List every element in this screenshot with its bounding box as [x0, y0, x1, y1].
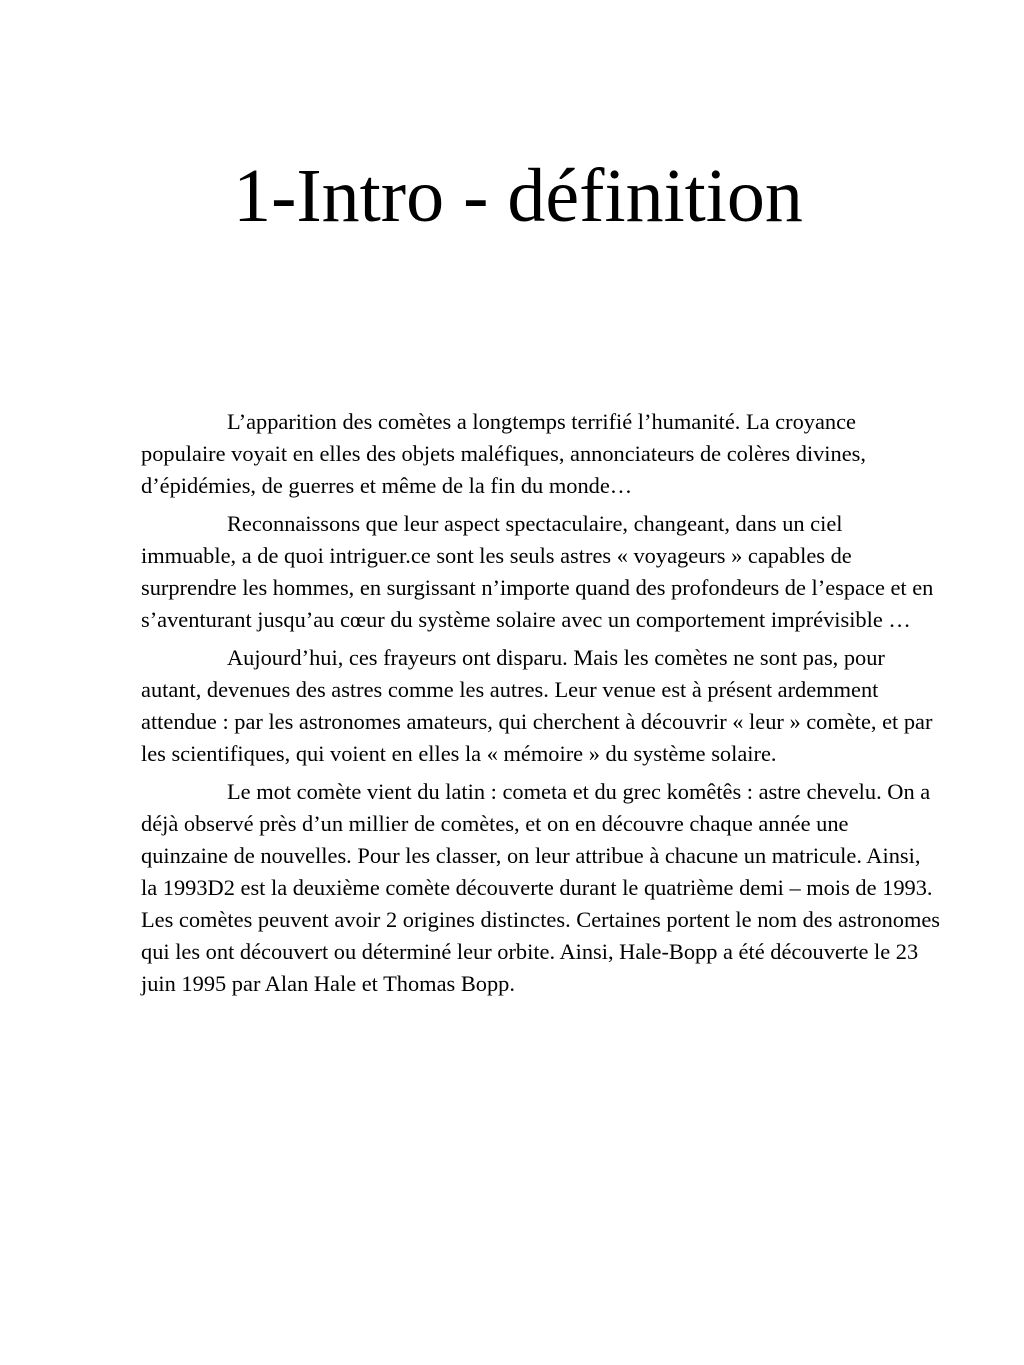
paragraph-apparition: L’apparition des comètes a longtemps terrifié l’humanité. La croyance populaire voyait en elles des objets maléfiques, annonciateurs de colères divines, d’épidémies, de guerres et même de la fin du monde… — [141, 409, 866, 498]
body-text — [141, 406, 941, 1006]
paragraph-mot-comete: Le mot comète vient du latin : cometa et du grec komêtês : astre chevelu. On a déjà observé près d’un millier de comètes, et on en découvre chaque année une quinzaine de nouvelles. Pour les classer, on leur attribue à chacune un matricule. Ainsi, la 1993D2 est la deuxième comète découverte durant le quatrième demi – mois de 1993. Les comètes peuvent avoir 2 origines distinctes. Certaines portent le nom des astronomes qui les ont découvert ou déterminé leur orbite. Ainsi, Hale-Bopp a été découverte le 23 juin 1995 par Alan Hale et Thomas Bopp. — [141, 779, 941, 996]
page-title: 1-Intro - définition — [233, 154, 803, 238]
paragraph-aujourdhui: Aujourd’hui, ces frayeurs ont disparu. Mais les comètes ne sont pas, pour autant, devenues des astres comme les autres. Leur venue est à présent ardemment attendue : par les astronomes amateurs, qui cherchent à découvrir « leur » comète, et par les scientifiques, qui voient en elles la « mémoire » du système solaire. — [141, 645, 933, 766]
paragraph-reconnaissons: Reconnaissons que leur aspect spectaculaire, changeant, dans un ciel immuable, a de quoi intriguer.ce sont les seuls astres « voyageurs » capables de surprendre les hommes, en surgissant n’importe quand des profondeurs de l’espace et en s’aventurant jusqu’au cœur du système solaire avec un comportement imprévisible … — [141, 511, 934, 632]
